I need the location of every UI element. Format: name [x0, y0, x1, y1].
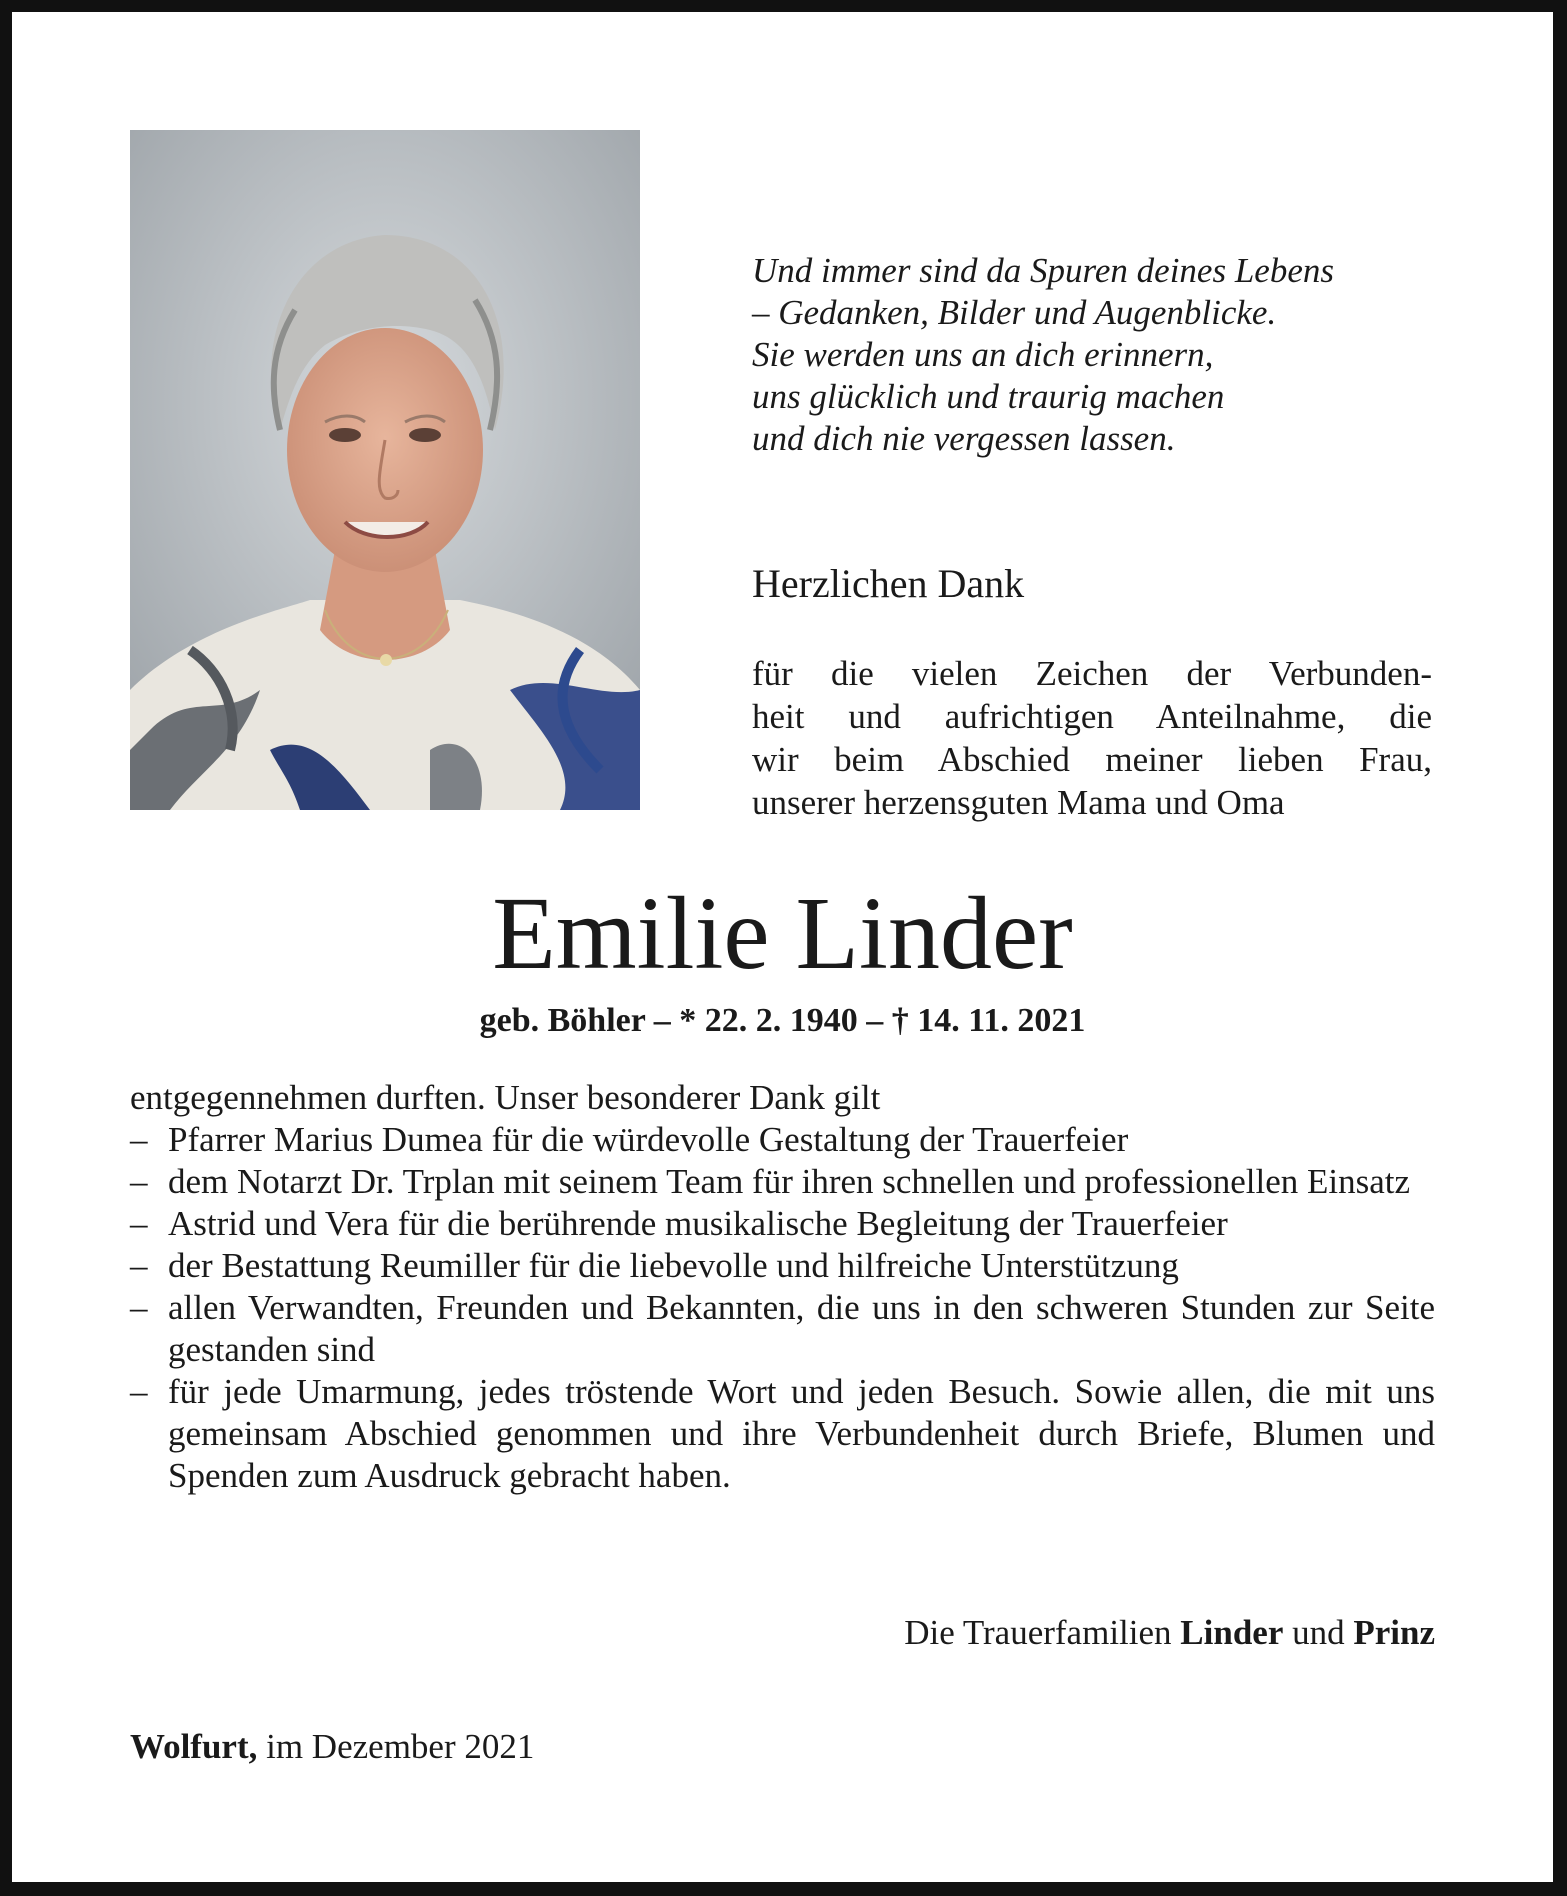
family-signature: [904, 1612, 1435, 1654]
deceased-name: Emilie Linder: [492, 876, 1073, 991]
list-item: [130, 1203, 1435, 1245]
acknowledgement-body: [130, 1077, 1435, 1497]
thanks-line: für die vielen Zeichen der Verbunden-: [752, 654, 1432, 693]
poem-line: Sie werden uns an dich erinnern,: [752, 335, 1214, 374]
list-item-text: der Bestattung Reumiller für die liebevolle und hilfreiche Unterstützung: [168, 1246, 1179, 1285]
poem-line: und dich nie vergessen lassen.: [752, 419, 1176, 458]
thanks-line: unserer herzensguten Mama und Oma: [752, 783, 1285, 822]
portrait-photo: [130, 130, 640, 810]
place-and-date: [130, 1726, 534, 1768]
place-name: Wolfurt,: [130, 1727, 258, 1766]
poem-line: uns glücklich und traurig machen: [752, 377, 1225, 416]
signature-prefix: Die Trauerfamilien: [904, 1613, 1172, 1652]
dash-bullet: –: [130, 1204, 148, 1243]
family-name-linder: Linder: [1180, 1613, 1284, 1652]
list-item: [130, 1161, 1435, 1203]
portrait-illustration: [130, 130, 640, 810]
poem-line: Und immer sind da Spuren deines Lebens: [752, 251, 1334, 290]
date-text: im Dezember 2021: [266, 1727, 535, 1766]
list-item-text: Pfarrer Marius Dumea für die würdevolle Gestaltung der Trauerfeier: [168, 1120, 1129, 1159]
birth-death-dates: geb. Böhler – * 22. 2. 1940 – † 14. 11. 2021: [479, 1002, 1086, 1039]
thanks-paragraph: [752, 652, 1432, 824]
family-name-prinz: Prinz: [1353, 1613, 1435, 1652]
acknowledgement-list: [130, 1119, 1435, 1497]
list-item-text: für jede Umarmung, jedes tröstende Wort und jeden Besuch. Sowie allen, die mit uns gemeinsam Abschied genommen und ihre Verbundenheit durch Briefe, Blumen und Spenden zum Ausdruck gebracht haben.: [168, 1372, 1435, 1495]
list-item: [130, 1119, 1435, 1161]
thanks-line: wir beim Abschied meiner lieben Frau,: [752, 740, 1432, 779]
signature-connector: und: [1292, 1613, 1345, 1652]
dash-bullet: –: [130, 1288, 148, 1327]
memorial-poem: [752, 250, 1472, 460]
list-item: [130, 1371, 1435, 1497]
acknowledgement-intro: entgegennehmen durften. Unser besonderer Dank gilt: [130, 1078, 881, 1117]
poem-line: – Gedanken, Bilder und Augenblicke.: [752, 293, 1277, 332]
dash-bullet: –: [130, 1246, 148, 1285]
list-item-text: allen Verwandten, Freunden und Bekannten, die uns in den schweren Stunden zur Seite gestanden sind: [168, 1288, 1435, 1369]
obituary-sheet: [12, 12, 1553, 1882]
list-item-text: dem Notarzt Dr. Trplan mit seinem Team für ihren schnellen und professionellen Einsatz: [168, 1162, 1411, 1201]
thanks-line: heit und aufrichtigen Anteilnahme, die: [752, 697, 1432, 736]
list-item-text: Astrid und Vera für die berührende musikalische Begleitung der Trauerfeier: [168, 1204, 1228, 1243]
dash-bullet: –: [130, 1162, 148, 1201]
dash-bullet: –: [130, 1120, 148, 1159]
list-item: [130, 1287, 1435, 1371]
list-item: [130, 1245, 1435, 1287]
thanks-heading: Herzlichen Dank: [752, 561, 1025, 606]
dash-bullet: –: [130, 1372, 148, 1411]
